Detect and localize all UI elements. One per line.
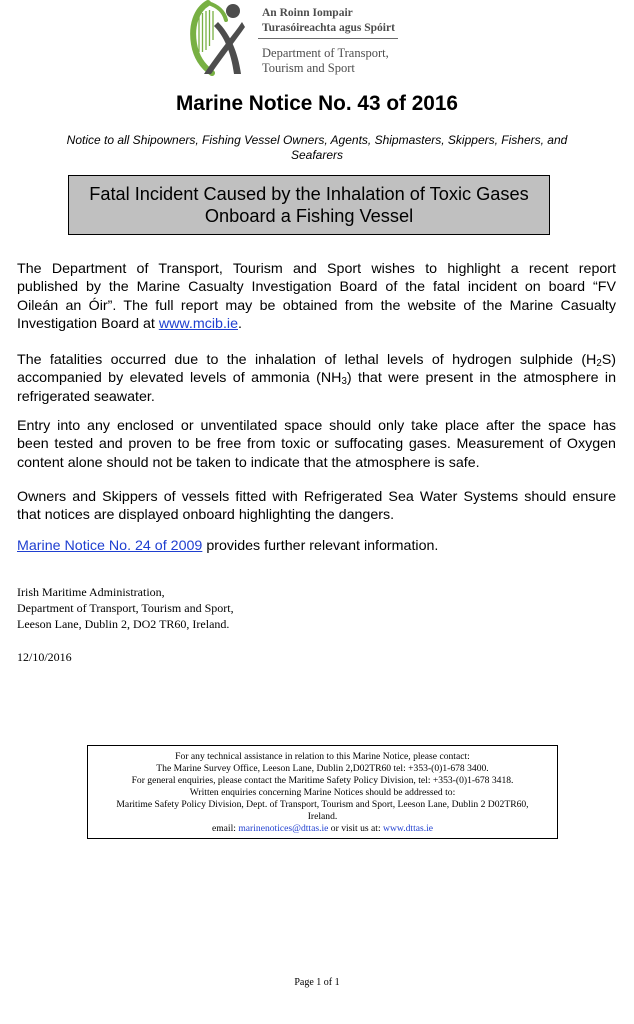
signature-line: Department of Transport, Tourism and Sport, [17,601,234,615]
body-line: published by the Marine Casualty Investigation Board of the fatal incident on board “FV [17,279,616,296]
body-text: accompanied by elevated levels of ammonia (NH [17,370,342,387]
body-line: that notices are displayed onboard highlighting the dangers. [17,507,395,524]
marine-notice-24-2009-link[interactable]: Marine Notice No. 24 of 2009 [17,538,203,554]
signature-line: Leeson Lane, Dublin 2, DO2 TR60, Ireland. [17,617,230,631]
body-line: been tested and proven to be free from toxic or suffocating gases. Measurement of Oxygen [17,436,616,453]
body-text: provides further relevant information. [202,538,439,554]
contact-box [87,745,558,839]
signature-line: Irish Maritime Administration, [17,585,165,599]
logo-irish-line-1: An Roinn Iompair [262,7,353,19]
subscript: 2 [596,358,602,370]
body-line: refrigerated seawater. [17,388,155,405]
logo-irish-line-2: Turasóireachta agus Spóirt [262,22,395,34]
subscript: 3 [341,376,347,388]
contact-line: Ireland. [307,811,338,822]
contact-line: The Marine Survey Office, Leeson Lane, Dublin 2,D02TR60 tel: +353-(0)1-678 3400. [156,763,489,774]
body-line: Entry into any enclosed or unventilated space should only take place after the space has [17,418,616,434]
signature-block [17,584,234,632]
contact-line: For general enquiries, please contact the Maritime Safety Policy Division, tel: +353-(0)1-678 3418. [131,775,514,786]
body-line [17,315,616,333]
contact-line: For any technical assistance in relation to this Marine Notice, please contact: [175,751,470,762]
contact-line [88,823,557,835]
body-line: The Department of Transport, Tourism and Sport wishes to highlight a recent report [17,261,616,277]
paragraph-entry [17,417,616,472]
paragraph-related-notice [17,537,616,555]
paragraph-fatalities [17,351,616,406]
paragraph-report [17,260,616,334]
mcib-website-link[interactable]: www.mcib.ie [158,316,238,333]
notice-title: Marine Notice No. 43 of 2016 [175,92,458,115]
page-number: Page 1 of 1 [294,977,340,988]
body-line: Oileán an Óir”. The full report may be obtained from the website of the Marine Casualty [17,297,616,314]
contact-line: Written enquiries concerning Marine Notices should be addressed to: [189,787,456,798]
email-link[interactable]: marinenotices@dttas.ie [238,823,329,834]
body-text: ) that were present in the atmosphere in [346,370,617,387]
logo-english-line-1: Department of Transport, [262,46,389,60]
notice-audience [0,133,634,163]
body-line [17,369,616,387]
logo-english-line-2: Tourism and Sport [262,61,355,75]
subject-line: Fatal Incident Caused by the Inhalation of Toxic Gases [89,184,529,204]
subject-box [68,175,550,235]
body-line [17,537,616,555]
audience-line: Seafarers [290,148,344,162]
contact-line: Maritime Safety Policy Division, Dept. of Transport, Tourism and Sport, Leeson Lane, Dublin 2 D02TR60, [116,799,529,810]
notice-date: 12/10/2016 [17,650,72,664]
website-link[interactable]: www.dttas.ie [383,823,434,834]
body-line: content alone should not be taken to indicate that the atmosphere is safe. [17,454,480,471]
contact-text: or visit us at: [328,823,384,834]
department-logo [186,0,406,78]
body-line [17,351,616,369]
logo-divider [258,38,398,39]
contact-text: email: [211,823,239,834]
body-line: Owners and Skippers of vessels fitted with Refrigerated Sea Water Systems should ensure [17,489,616,505]
audience-line: Notice to all Shipowners, Fishing Vessel Owners, Agents, Shipmasters, Skippers, Fishers, and [66,133,568,147]
body-text: . [238,316,242,333]
body-text: The fatalities occurred due to the inhalation of lethal levels of hydrogen sulphide (H [17,352,597,368]
subject-line: Onboard a Fishing Vessel [204,206,414,226]
paragraph-owners [17,488,616,525]
body-text: S) [601,352,616,368]
body-text: Investigation Board at [17,316,159,333]
dttas-harp-figure-icon [188,0,246,76]
